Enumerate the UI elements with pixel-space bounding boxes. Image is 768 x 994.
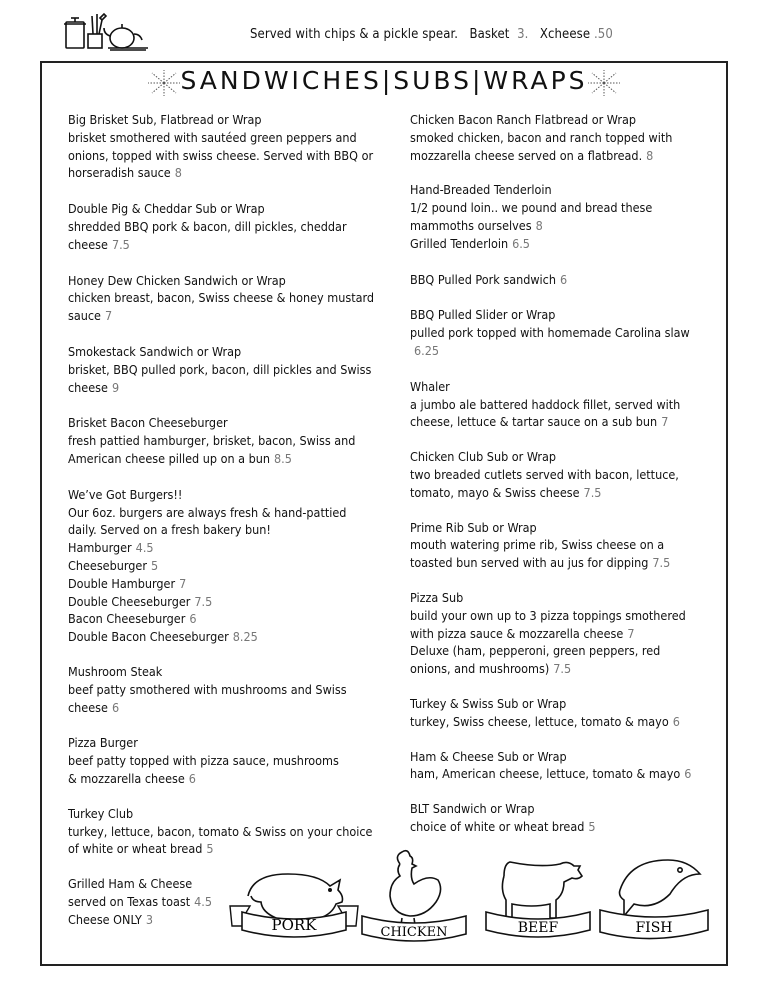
item-price-line-price: 9 xyxy=(111,379,120,395)
item-name: Big Brisket Sub, Flatbread or Wrap xyxy=(68,112,262,127)
item-name: Brisket Bacon Cheeseburger xyxy=(68,415,228,431)
item-price-line xyxy=(68,236,393,254)
xcheese-label: Xcheese xyxy=(539,27,591,42)
item-price-line xyxy=(68,770,393,788)
item-name: Pizza Sub xyxy=(410,589,464,605)
sub-item xyxy=(410,625,710,643)
item-price-line-price: 7.5 xyxy=(111,236,130,252)
item-line: beef patty topped with pizza sauce, mushrooms xyxy=(68,753,339,769)
item-price-line-text: American cheese pilled up on a bun xyxy=(68,450,271,466)
menu-item xyxy=(68,734,393,787)
basket-label: Basket xyxy=(469,27,510,42)
item-price-line-price: 8.5 xyxy=(274,450,292,466)
item-price-line-price: 7.5 xyxy=(652,555,671,571)
sub-item-text: Cheeseburger xyxy=(68,557,147,573)
item-name: Mushroom Steak xyxy=(68,663,163,679)
item-line: pulled pork topped with homemade Carolina slaw xyxy=(410,325,690,341)
menu-item xyxy=(68,200,393,253)
item-name: Turkey Club xyxy=(68,805,134,821)
item-price-line xyxy=(410,660,710,678)
item-price-line-price: 7 xyxy=(661,414,669,430)
sub-item-text: Cheese ONLY xyxy=(68,911,142,927)
menu-item xyxy=(410,748,710,784)
animal-banners xyxy=(228,846,713,958)
fish-label: FISH xyxy=(635,920,673,936)
sub-item xyxy=(68,593,393,611)
item-price-line-price: 6 xyxy=(672,713,680,729)
item-price-line-text: BBQ Pulled Pork sandwich xyxy=(410,271,556,287)
item-name: Whaler xyxy=(410,378,450,394)
item-name: Pizza Burger xyxy=(68,735,138,751)
sub-item-text: Double Bacon Cheeseburger xyxy=(68,629,229,645)
item-price-line-text: ham, American cheese, lettuce, tomato & mayo xyxy=(410,766,681,782)
menu-item xyxy=(410,589,710,678)
item-price-line xyxy=(410,765,710,783)
sub-item-price: 3 xyxy=(145,911,154,927)
sub-item-price: 7.5 xyxy=(194,593,213,609)
sub-item-price: 6.5 xyxy=(512,235,530,251)
item-name: Prime Rib Sub or Wrap xyxy=(410,519,537,535)
item-price-line-price: 5 xyxy=(206,841,214,857)
chicken-icon xyxy=(390,851,441,932)
sub-item-text: Hamburger xyxy=(68,540,132,556)
item-line: shredded BBQ pork & bacon, dill pickles, cheddar xyxy=(68,218,347,234)
fish-banner xyxy=(600,910,708,939)
menu-item xyxy=(68,111,393,182)
item-price-line-text: cheese xyxy=(68,699,108,715)
item-name: Chicken Club Sub or Wrap xyxy=(410,449,557,465)
menu-item xyxy=(410,306,710,359)
menu-item xyxy=(68,414,393,467)
item-price-line-price: 5 xyxy=(588,818,596,834)
item-line: turkey, lettuce, bacon, tomato & Swiss on your choice xyxy=(68,823,373,839)
served-with-text: Served with chips & a pickle spear. xyxy=(250,27,459,42)
item-price-line-text: turkey, Swiss cheese, lettuce, tomato & mayo xyxy=(410,713,669,729)
item-line: a jumbo ale battered haddock fillet, served with xyxy=(410,396,681,412)
sub-item xyxy=(68,557,393,575)
item-line: Turkey & Swiss Sub or Wrap xyxy=(410,695,567,711)
item-line: Our 6oz. burgers are always fresh & hand-pattied xyxy=(68,504,347,520)
item-line: BLT Sandwich or Wrap xyxy=(410,801,535,817)
served-with-line xyxy=(250,27,613,42)
item-price-line-price: 8 xyxy=(646,147,654,163)
sub-item xyxy=(68,539,393,557)
item-name: BBQ Pulled Slider or Wrap xyxy=(410,307,556,323)
item-price-line-price: 7 xyxy=(104,308,113,324)
item-price-line-price: 8 xyxy=(174,165,182,181)
sub-item xyxy=(410,235,710,253)
item-price-line-text: onions, and mushrooms) xyxy=(410,661,550,677)
kitchen-utensils-icon xyxy=(62,12,152,52)
sub-item-text: Bacon Cheeseburger xyxy=(68,611,186,627)
cow-icon xyxy=(502,862,582,918)
item-price-line xyxy=(410,342,710,360)
beef-banner xyxy=(486,912,590,937)
sub-item-text: with pizza sauce & mozzarella cheese xyxy=(410,625,624,641)
item-price-line-text: sauce xyxy=(68,308,101,324)
item-price-line xyxy=(410,818,710,836)
item-line: mouth watering prime rib, Swiss cheese on a xyxy=(410,537,665,553)
item-line: chicken breast, bacon, Swiss cheese & honey mustard xyxy=(68,290,375,306)
menu-item xyxy=(68,272,393,325)
xcheese-price: .50 xyxy=(593,27,613,42)
item-name: Honey Dew Chicken Sandwich or Wrap xyxy=(68,272,286,288)
item-price-line-price: 6 xyxy=(188,770,196,786)
sub-item-price: 4.5 xyxy=(194,893,213,909)
item-price-line xyxy=(410,484,710,502)
item-price-line-text: cheese xyxy=(68,236,108,252)
sub-item xyxy=(68,610,393,628)
menu-item xyxy=(410,448,710,501)
item-price-line-price: 7.5 xyxy=(553,661,572,677)
item-line: brisket, BBQ pulled pork, bacon, dill pickles and Swiss xyxy=(68,361,372,377)
page-title: SANDWICHES|SUBS|WRAPS xyxy=(180,66,588,95)
item-price-line-text: choice of white or wheat bread xyxy=(410,818,585,834)
sub-item-price: 7 xyxy=(179,575,187,591)
fish-icon xyxy=(620,860,701,916)
sub-item-price: 7 xyxy=(627,625,635,641)
menu-item xyxy=(410,378,710,431)
left-menu-column xyxy=(68,111,393,928)
item-line: onions, topped with swiss cheese. Served with BBQ or xyxy=(68,147,374,163)
right-burst-ornament xyxy=(586,69,622,97)
item-price-line-price: 6.25 xyxy=(414,342,440,358)
item-price-line-text: & mozzarella cheese xyxy=(68,770,185,786)
pork-banner xyxy=(230,906,358,937)
item-price-line xyxy=(68,307,393,325)
item-line: beef patty smothered with mushrooms and Swiss xyxy=(68,681,347,697)
menu-item xyxy=(410,800,710,836)
item-price-line-text: of white or wheat bread xyxy=(68,841,203,857)
menu-item xyxy=(410,695,710,731)
menu-item xyxy=(68,343,393,396)
chicken-label: CHICKEN xyxy=(380,925,448,940)
sub-item-price: 6 xyxy=(189,611,197,627)
item-line: 1/2 pound loin.. we pound and bread these xyxy=(410,200,653,216)
item-name: We’ve Got Burgers!! xyxy=(68,486,183,502)
sub-item-text: Double Cheeseburger xyxy=(68,593,191,609)
item-price-line xyxy=(410,554,710,572)
item-line: Deluxe (ham, pepperoni, green peppers, red xyxy=(410,643,661,659)
item-price-line xyxy=(68,379,393,397)
sub-item-text: Grilled Tenderloin xyxy=(410,235,509,251)
item-price-line xyxy=(68,450,393,468)
sub-item-text: Double Hamburger xyxy=(68,575,176,591)
sub-item-price: 4.5 xyxy=(135,540,154,556)
item-line: Ham & Cheese Sub or Wrap xyxy=(410,748,567,764)
beef-label: BEEF xyxy=(517,920,559,936)
item-price-line xyxy=(410,271,710,289)
menu-item xyxy=(410,519,710,572)
item-name: Chicken Bacon Ranch Flatbread or Wrap xyxy=(410,112,636,127)
sub-item xyxy=(410,217,710,235)
item-name: Double Pig & Cheddar Sub or Wrap xyxy=(68,201,265,217)
item-price-line-text: toasted bun served with au jus for dipping xyxy=(410,555,649,571)
sub-item-price: 8 xyxy=(535,217,543,233)
item-line: Grilled Ham & Cheese xyxy=(68,876,193,892)
item-price-line-text: horseradish sauce xyxy=(68,165,171,181)
item-price-line-text: tomato, mayo & Swiss cheese xyxy=(410,484,580,500)
item-line: daily. Served on a fresh bakery bun! xyxy=(68,522,271,538)
sub-item-text: mammoths ourselves xyxy=(410,217,532,233)
item-price-line xyxy=(410,147,710,165)
menu-item xyxy=(68,486,393,646)
item-name: Smokestack Sandwich or Wrap xyxy=(68,343,242,359)
basket-price: 3. xyxy=(517,27,529,42)
menu-item xyxy=(68,663,393,716)
item-price-line-price: 7.5 xyxy=(583,484,602,500)
item-price-line-text: cheese xyxy=(68,379,108,395)
item-line: two breaded cutlets served with bacon, lettuce, xyxy=(410,466,679,482)
item-price-line-price: 6 xyxy=(684,766,692,782)
item-line: brisket smothered with sautéed green peppers and xyxy=(68,129,357,145)
menu-item xyxy=(410,181,710,252)
menu-item xyxy=(410,271,710,289)
item-price-line-price: 6 xyxy=(560,271,568,287)
item-name: Hand-Breaded Tenderloin xyxy=(410,182,552,198)
item-price-line-text: cheese, lettuce & tartar sauce on a sub bun xyxy=(410,414,658,430)
sub-item-price: 8.25 xyxy=(232,629,258,645)
item-price-line-price: 6 xyxy=(111,699,120,715)
item-price-line xyxy=(68,699,393,717)
sub-item xyxy=(68,628,393,646)
sub-item-text: served on Texas toast xyxy=(68,893,191,909)
item-price-line-text: mozzarella cheese served on a flatbread. xyxy=(410,147,643,163)
pork-label: PORK xyxy=(271,916,317,934)
item-line: fresh pattied hamburger, brisket, bacon, Swiss and xyxy=(68,433,356,449)
sub-item-price: 5 xyxy=(150,557,159,573)
item-price-line xyxy=(410,713,710,731)
item-price-line xyxy=(68,164,393,182)
item-line: smoked chicken, bacon and ranch topped with xyxy=(410,129,673,145)
right-menu-column xyxy=(410,111,710,836)
item-line: build your own up to 3 pizza toppings smothered xyxy=(410,607,686,623)
item-price-line xyxy=(410,413,710,431)
sub-item xyxy=(68,575,393,593)
menu-item xyxy=(410,111,710,164)
